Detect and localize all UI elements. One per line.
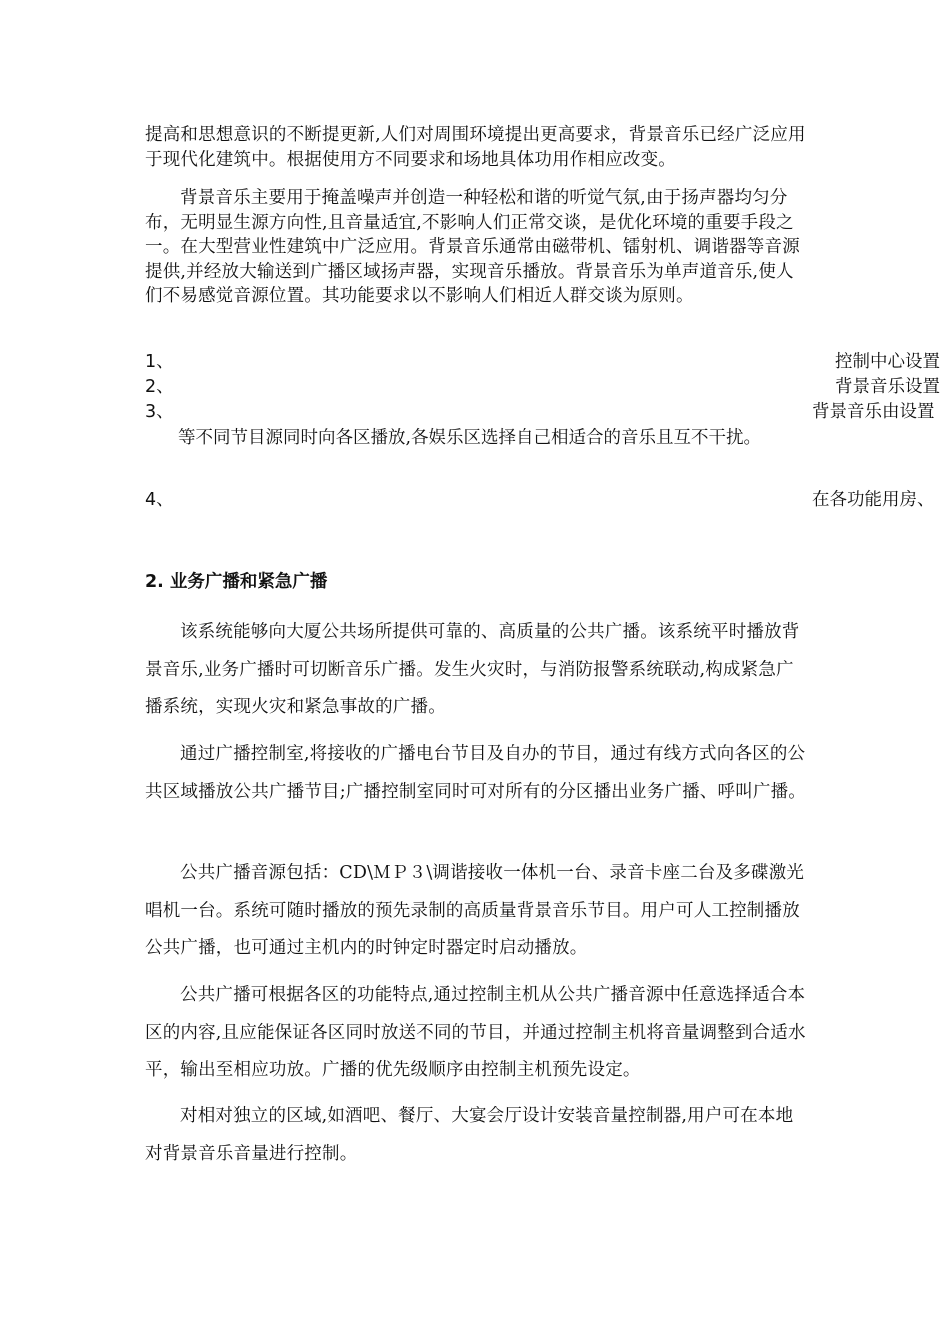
- section-paragraph-5: 对相对独立的区域,如酒吧、餐厅、大宴会厅设计安装音量控制器,用户可在本地对背景音乐音量进行控制。: [145, 1106, 794, 1164]
- intro-paragraph-1: 提高和思想意识的不断提更新,人们对周围环境提出更高要求，背景音乐已经广泛应用于现代化建筑中。根据使用方不同要求和场地具体功用作相应改变。: [145, 125, 806, 170]
- section-paragraph-1: 该系统能够向大厦公共场所提供可靠的、高质量的公共广播。该系统平时播放背景音乐,业务广播时可切断音乐广播。发生火灾时，与消防报警系统联动,构成紧急广播系统，实现火灾和紧急事故的广播。: [145, 622, 800, 717]
- list-item-1-text: 控制中心设置: [835, 352, 940, 372]
- section-paragraph-2: 通过广播控制室,将接收的广播电台节目及自办的节目，通过有线方式向各区的公共区域播放公共广播节目;广播控制室同时可对所有的分区播出业务广播、呼叫广播。: [145, 744, 806, 802]
- intro-paragraph-2: 背景音乐主要用于掩盖噪声并创造一种轻松和谐的听觉气氛,由于扬声器均匀分布，无明显生源方向性,且音量适宜,不影响人们正常交谈，是优化环境的重要手段之一。在大型营业性建筑中广泛应用。背景音乐通常由磁带机、镭射机、调谐器等音源提供,并经放大输送到广播区域扬声器，实现音乐播放。背景音乐为单声道音乐,使人们不易感觉音源位置。其功能要求以不影响人们相近人群交谈为原则。: [145, 188, 800, 306]
- section-paragraph-4: 公共广播可根据各区的功能特点,通过控制主机从公共广播音源中任意选择适合本区的内容,且应能保证各区同时放送不同的节目，并通过控制主机将音量调整到合适水平，输出至相应功放。广播的优先级顺序由控制主机预先设定。: [145, 985, 806, 1080]
- list-item-1-number: 1、: [145, 352, 174, 372]
- section-heading: 2. 业务广播和紧急广播: [145, 572, 328, 592]
- list-item-4-text: 在各功能用房、: [812, 490, 935, 510]
- list-item-2-number: 2、: [145, 377, 174, 397]
- list-item-3-text: 背景音乐由设置: [812, 402, 935, 422]
- section-paragraph-3: 公共广播音源包括：CD\ＭＰ３\调谐接收一体机一台、录音卡座二台及多碟激光唱机一台。系统可随时播放的预先录制的高质量背景音乐节目。用户可人工控制播放公共广播，也可通过主机内的时钟定时器定时启动播放。: [145, 863, 805, 958]
- list-item-4-number: 4、: [145, 490, 174, 510]
- list-item-3-continuation: 等不同节目源同时向各区播放,各娱乐区选择自己相适合的音乐且互不干扰。: [178, 428, 762, 448]
- list-item-3-number: 3、: [145, 402, 174, 422]
- list-item-2-text: 背景音乐设置: [835, 377, 940, 397]
